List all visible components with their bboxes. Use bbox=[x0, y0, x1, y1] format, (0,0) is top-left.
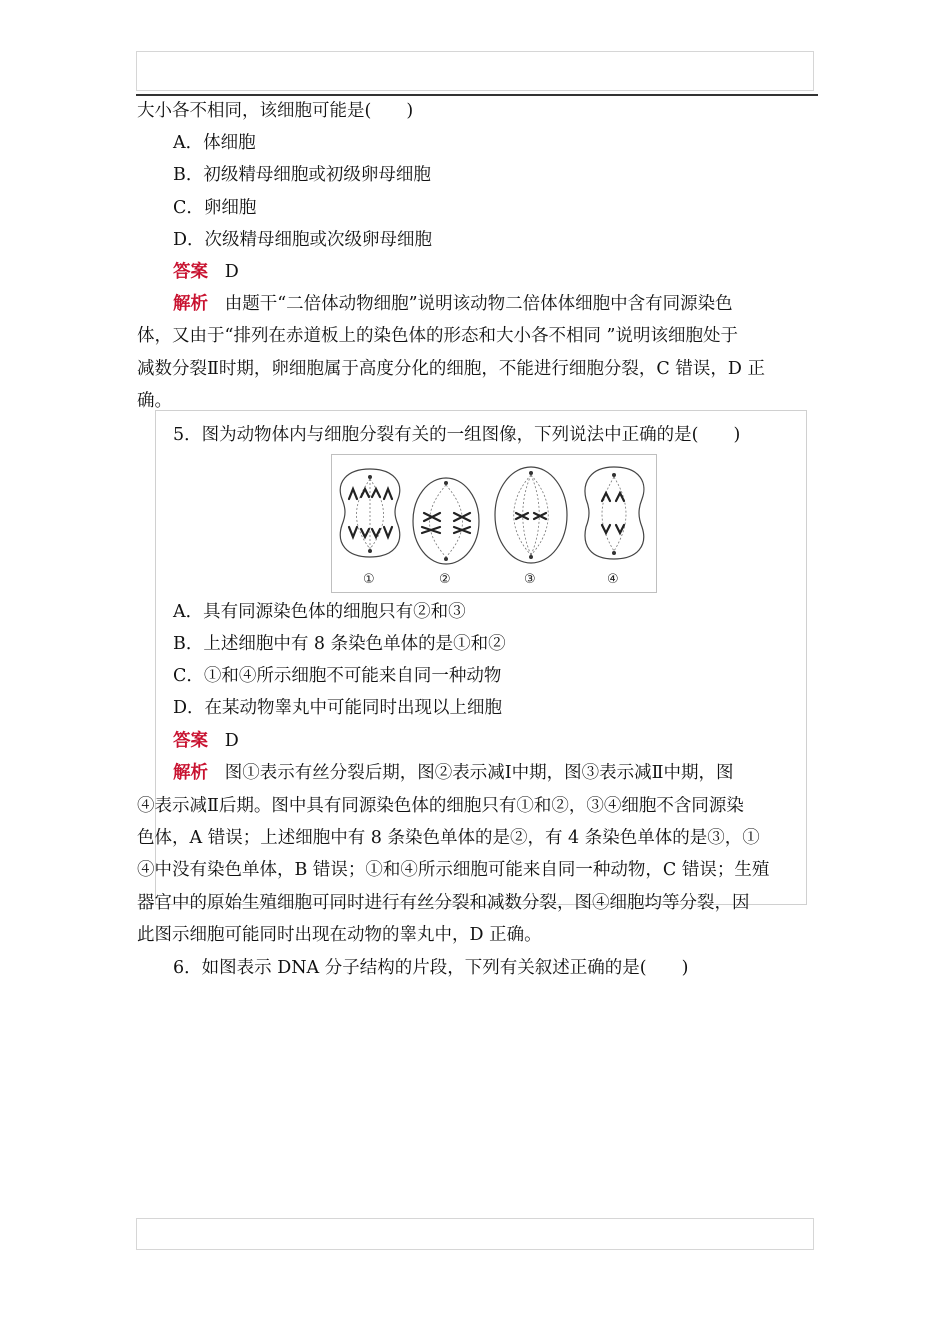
q5-analysis-line-6: 此图示细胞可能同时出现在动物的睾丸中，D 正确。 bbox=[137, 925, 542, 945]
q4-analysis-line-4: 确。 bbox=[137, 391, 172, 411]
q4-answer-label: 答案 bbox=[173, 262, 208, 282]
q4-analysis-line-1 bbox=[173, 293, 733, 315]
q5-analysis-line-1 bbox=[173, 762, 734, 784]
q4-option-a: A．体细胞 bbox=[173, 133, 256, 153]
header-rule bbox=[136, 94, 818, 96]
q4-analysis-line-3: 减数分裂Ⅱ时期，卵细胞属于高度分化的细胞，不能进行细胞分裂，C 错误，D 正 bbox=[137, 359, 765, 379]
q5-option-a: A．具有同源染色体的细胞只有②和③ bbox=[173, 602, 466, 622]
figure-label-1: ① bbox=[363, 572, 375, 587]
q4-answer bbox=[173, 261, 239, 283]
figure-label-2: ② bbox=[439, 572, 451, 587]
q6-stem: 6．如图表示 DNA 分子结构的片段，下列有关叙述正确的是( ) bbox=[173, 958, 689, 978]
q5-analysis-line-2: ④表示减Ⅱ后期。图中具有同源染色体的细胞只有①和②，③④细胞不含同源染 bbox=[137, 796, 744, 816]
q4-analysis-label: 解析 bbox=[173, 294, 208, 314]
q5-answer-label: 答案 bbox=[173, 731, 208, 751]
q5-answer-value: D bbox=[224, 731, 239, 751]
cell-3-membrane bbox=[495, 467, 567, 563]
q5-analysis-text-1: 图①表示有丝分裂后期，图②表示减Ⅰ中期，图③表示减Ⅱ中期，图 bbox=[224, 763, 734, 783]
q4-stem-tail: 大小各不相同，该细胞可能是( ) bbox=[137, 101, 414, 121]
q4-analysis-line-2: 体，又由于“排列在赤道板上的染色体的形态和大小各不相同 ”说明该细胞处于 bbox=[137, 326, 738, 346]
q5-option-c: C．①和④所示细胞不可能来自同一种动物 bbox=[173, 666, 502, 686]
cell-4-membrane bbox=[585, 467, 644, 559]
q5-analysis-label: 解析 bbox=[173, 763, 208, 783]
q4-option-c: C．卵细胞 bbox=[173, 198, 257, 218]
header-box bbox=[136, 51, 814, 91]
q4-option-d: D．次级精母细胞或次级卵母细胞 bbox=[173, 230, 433, 250]
q5-analysis-line-5: 器官中的原始生殖细胞可同时进行有丝分裂和减数分裂，图④细胞均等分裂，因 bbox=[137, 893, 750, 913]
q5-analysis-line-4: ④中没有染色单体，B 错误；①和④所示细胞可能来自同一种动物，C 错误；生殖 bbox=[137, 860, 770, 880]
q5-stem: 5．图为动物体内与细胞分裂有关的一组图像，下列说法中正确的是( ) bbox=[173, 425, 741, 445]
figure-label-3: ③ bbox=[524, 572, 536, 587]
q4-option-b: B．初级精母细胞或初级卵母细胞 bbox=[173, 165, 431, 185]
q5-option-b: B．上述细胞中有 8 条染色单体的是①和② bbox=[173, 634, 506, 654]
figure-label-4: ④ bbox=[607, 572, 619, 587]
q5-answer bbox=[173, 730, 239, 752]
q4-analysis-text-1: 由题干“二倍体动物细胞”说明该动物二倍体体细胞中含有同源染色 bbox=[224, 294, 733, 314]
q5-option-d: D．在某动物睾丸中可能同时出现以上细胞 bbox=[173, 698, 503, 718]
q4-answer-value: D bbox=[224, 262, 239, 282]
footer-box bbox=[136, 1218, 814, 1250]
q5-analysis-line-3: 色体，A 错误；上述细胞中有 8 条染色单体的是②，有 4 条染色单体的是③，① bbox=[137, 828, 760, 848]
cell-division-figure bbox=[331, 454, 657, 593]
